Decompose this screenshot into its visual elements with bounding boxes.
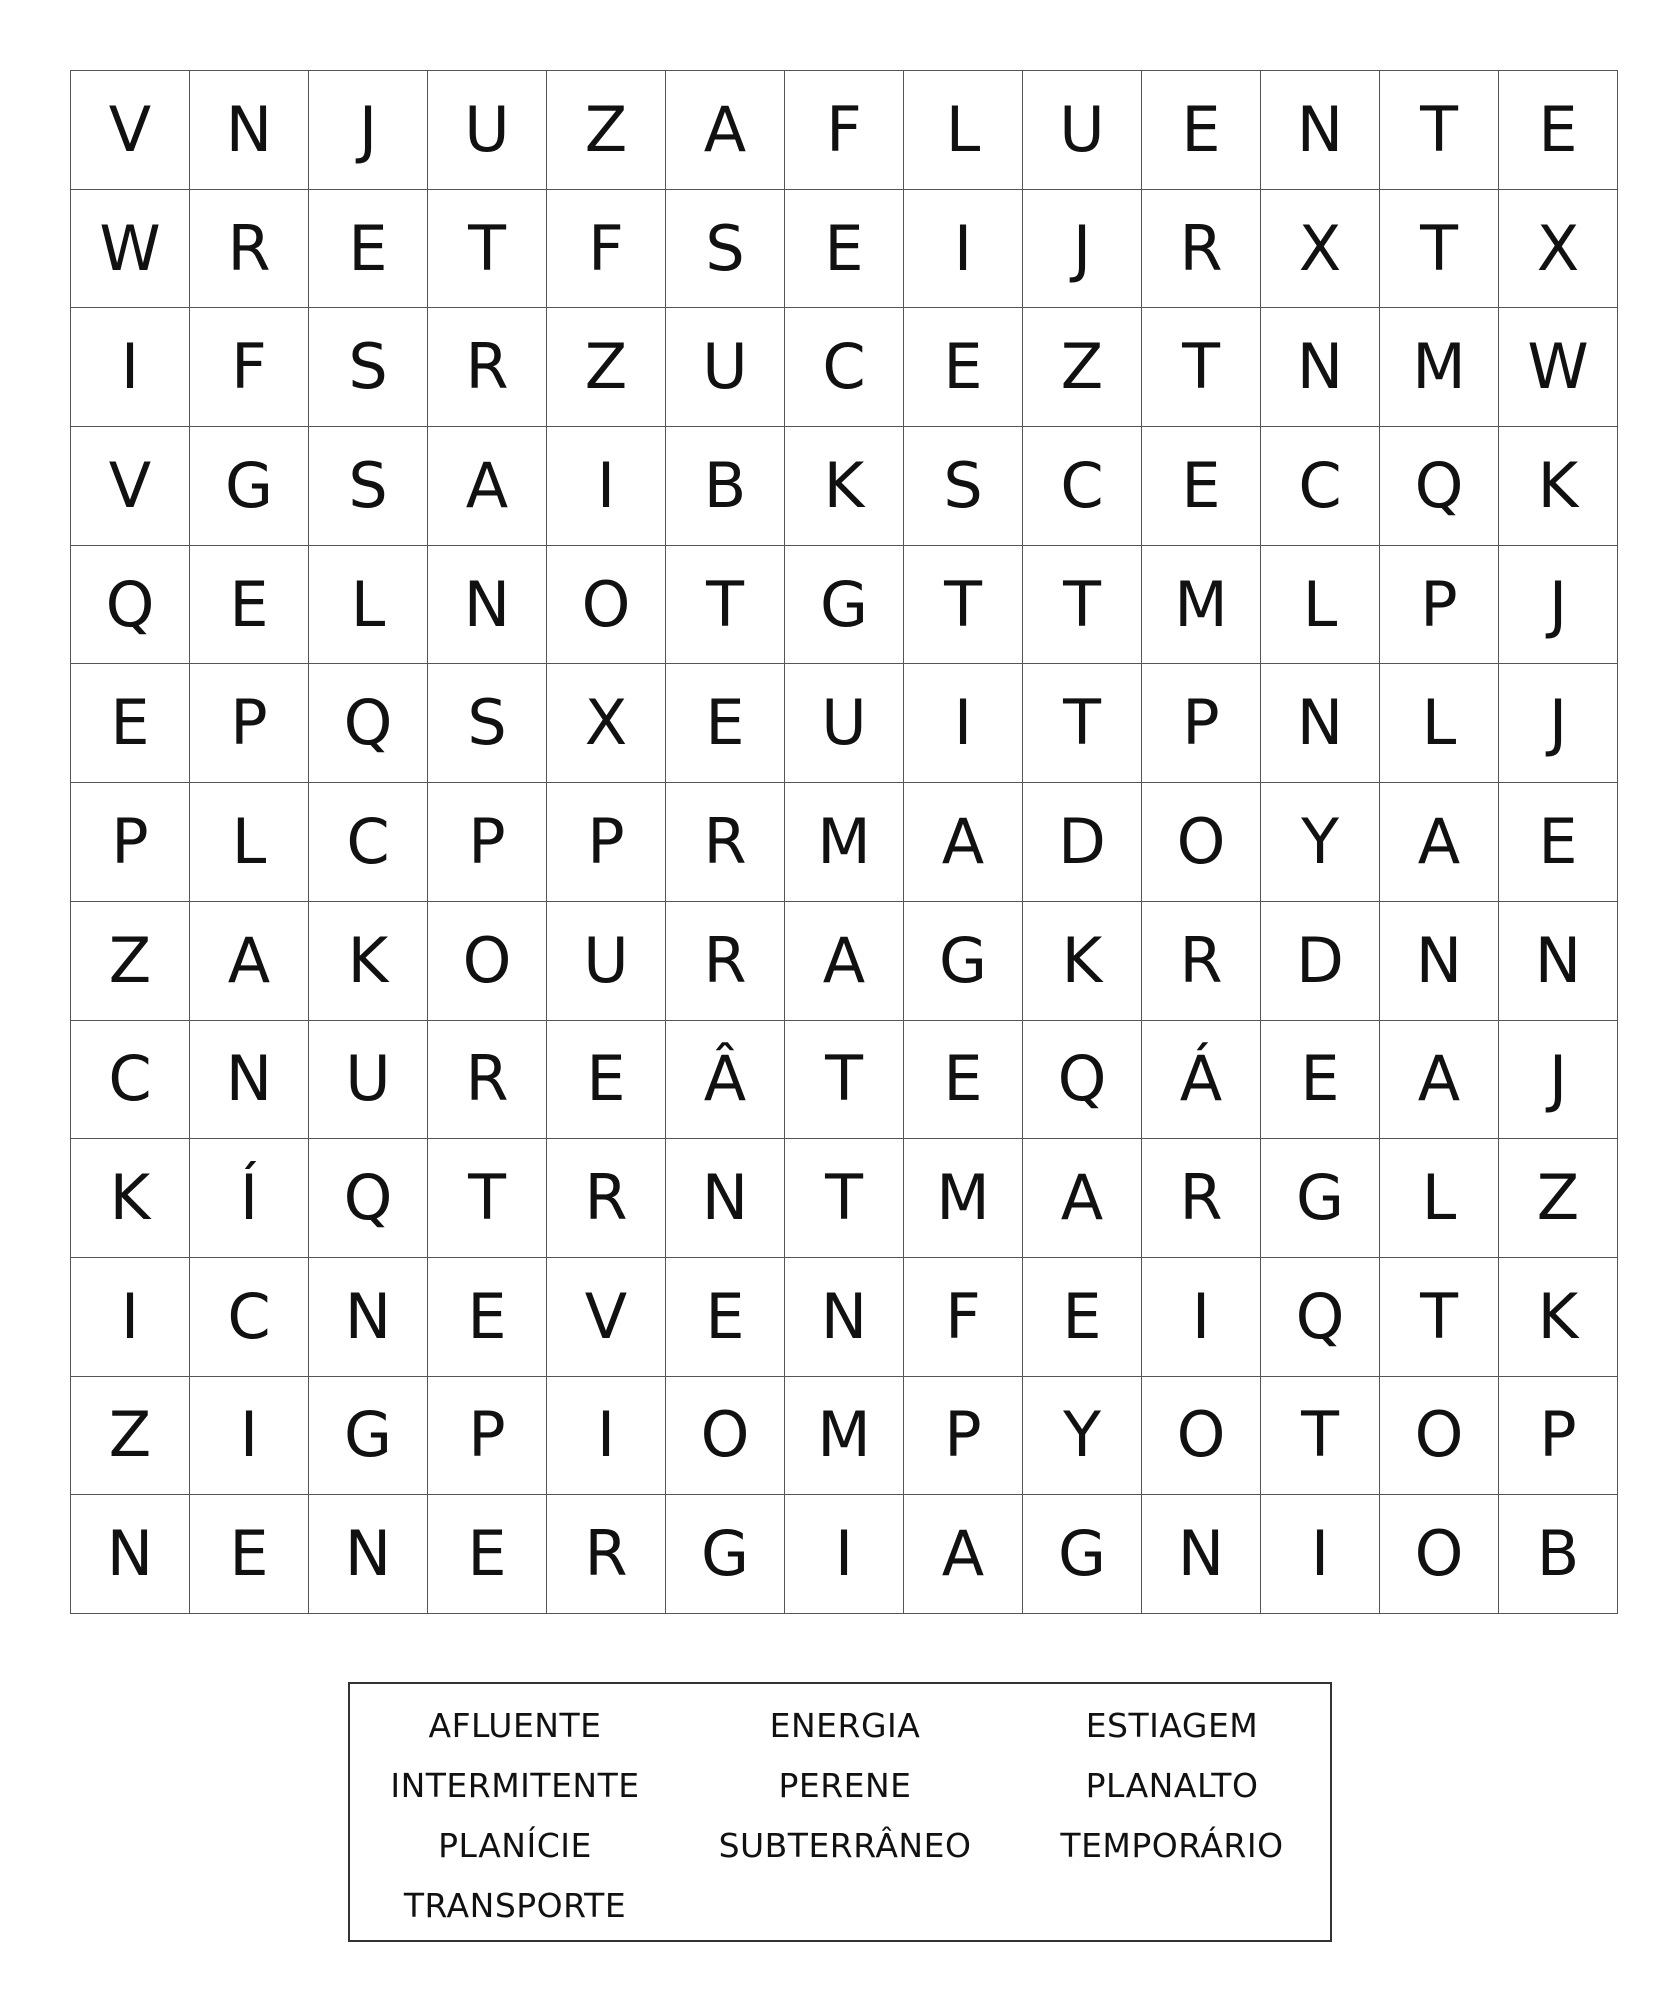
word-list <box>350 1696 1330 1936</box>
grid-cell[interactable]: A <box>666 71 785 190</box>
word-list-item: PERENE <box>778 1766 912 1805</box>
grid-cell[interactable]: L <box>309 545 428 664</box>
grid-cell[interactable]: E <box>428 1257 547 1376</box>
grid-cell[interactable]: Á <box>1142 1020 1261 1139</box>
grid-cell[interactable]: S <box>904 427 1023 546</box>
grid-cell[interactable]: M <box>785 783 904 902</box>
grid-cell[interactable]: W <box>71 189 190 308</box>
grid-cell[interactable]: E <box>785 189 904 308</box>
grid-cell[interactable]: L <box>1261 545 1380 664</box>
letter-grid <box>70 70 1618 1614</box>
grid-cell[interactable]: R <box>428 308 547 427</box>
grid-cell[interactable]: J <box>1499 664 1618 783</box>
grid-cell[interactable]: O <box>1142 1376 1261 1495</box>
grid-cell[interactable]: A <box>1380 1020 1499 1139</box>
grid-cell[interactable]: E <box>666 1257 785 1376</box>
grid-cell[interactable]: E <box>1499 71 1618 190</box>
grid-cell[interactable]: X <box>1261 189 1380 308</box>
grid-cell[interactable]: V <box>71 427 190 546</box>
grid-cell[interactable]: I <box>785 1495 904 1614</box>
grid-cell[interactable]: E <box>1142 427 1261 546</box>
grid-cell[interactable]: N <box>309 1495 428 1614</box>
word-list-item: INTERMITENTE <box>390 1766 640 1805</box>
grid-cell[interactable]: N <box>666 1139 785 1258</box>
grid-cell[interactable]: E <box>190 545 309 664</box>
grid-cell[interactable]: E <box>547 1020 666 1139</box>
grid-cell[interactable]: J <box>309 71 428 190</box>
grid-cell[interactable]: P <box>1499 1376 1618 1495</box>
grid-cell[interactable]: R <box>190 189 309 308</box>
grid-cell[interactable]: R <box>666 783 785 902</box>
grid-cell[interactable]: S <box>428 664 547 783</box>
grid-cell[interactable]: U <box>547 901 666 1020</box>
grid-row <box>71 308 1618 427</box>
grid-cell[interactable]: Z <box>71 1376 190 1495</box>
grid-cell[interactable]: Q <box>1023 1020 1142 1139</box>
grid-row <box>71 901 1618 1020</box>
grid-cell[interactable]: R <box>428 1020 547 1139</box>
grid-cell[interactable]: A <box>190 901 309 1020</box>
grid-cell[interactable]: I <box>904 664 1023 783</box>
grid-cell[interactable]: V <box>71 71 190 190</box>
grid-cell[interactable]: S <box>309 427 428 546</box>
grid-cell[interactable]: Z <box>547 71 666 190</box>
word-list-item: SUBTERRÂNEO <box>718 1826 972 1865</box>
grid-cell[interactable]: E <box>309 189 428 308</box>
grid-cell[interactable]: I <box>190 1376 309 1495</box>
grid-cell[interactable]: I <box>71 1257 190 1376</box>
grid-cell[interactable]: M <box>785 1376 904 1495</box>
grid-cell[interactable]: G <box>785 545 904 664</box>
word-list-item: PLANALTO <box>1085 1766 1259 1805</box>
grid-cell[interactable]: P <box>904 1376 1023 1495</box>
grid-cell[interactable]: D <box>1023 783 1142 902</box>
grid-cell[interactable]: Y <box>1261 783 1380 902</box>
grid-cell[interactable]: T <box>1380 1257 1499 1376</box>
word-list-item: ESTIAGEM <box>1085 1706 1259 1745</box>
grid-row <box>71 1376 1618 1495</box>
grid-row <box>71 783 1618 902</box>
grid-cell[interactable]: I <box>71 308 190 427</box>
grid-cell[interactable]: Í <box>190 1139 309 1258</box>
grid-cell[interactable]: N <box>1261 664 1380 783</box>
grid-row <box>71 1495 1618 1614</box>
grid-cell[interactable]: L <box>190 783 309 902</box>
grid-cell[interactable]: T <box>666 545 785 664</box>
grid-cell[interactable]: J <box>1499 545 1618 664</box>
grid-cell[interactable]: T <box>785 1139 904 1258</box>
grid-cell[interactable]: R <box>1142 1139 1261 1258</box>
word-list-box <box>348 1682 1332 1942</box>
grid-cell[interactable]: G <box>190 427 309 546</box>
grid-cell[interactable]: Z <box>71 901 190 1020</box>
grid-cell[interactable]: P <box>71 783 190 902</box>
word-list-item: AFLUENTE <box>428 1706 602 1745</box>
grid-row <box>71 71 1618 190</box>
grid-cell[interactable]: U <box>785 664 904 783</box>
grid-cell[interactable]: F <box>547 189 666 308</box>
grid-cell[interactable]: R <box>1142 901 1261 1020</box>
grid-cell[interactable]: N <box>1142 1495 1261 1614</box>
letter-grid-body <box>71 71 1618 1614</box>
grid-cell[interactable]: U <box>1023 71 1142 190</box>
grid-cell[interactable]: P <box>428 783 547 902</box>
grid-cell[interactable]: T <box>1261 1376 1380 1495</box>
grid-cell[interactable]: Q <box>309 664 428 783</box>
grid-cell[interactable]: Â <box>666 1020 785 1139</box>
grid-cell[interactable]: B <box>666 427 785 546</box>
grid-cell[interactable]: N <box>1261 308 1380 427</box>
grid-row <box>71 1020 1618 1139</box>
grid-cell[interactable]: E <box>190 1495 309 1614</box>
grid-cell[interactable]: T <box>1142 308 1261 427</box>
grid-cell[interactable]: A <box>428 427 547 546</box>
grid-cell[interactable]: I <box>1261 1495 1380 1614</box>
grid-cell[interactable]: N <box>71 1495 190 1614</box>
grid-cell[interactable]: N <box>1380 901 1499 1020</box>
grid-cell[interactable]: W <box>1499 308 1618 427</box>
grid-cell[interactable]: Q <box>309 1139 428 1258</box>
word-list-item: PLANÍCIE <box>438 1826 592 1865</box>
grid-cell[interactable]: T <box>1023 545 1142 664</box>
grid-cell[interactable]: M <box>1380 308 1499 427</box>
grid-cell[interactable]: O <box>1380 1495 1499 1614</box>
grid-cell[interactable]: S <box>666 189 785 308</box>
grid-cell[interactable]: E <box>1023 1257 1142 1376</box>
grid-row <box>71 1139 1618 1258</box>
grid-cell[interactable]: K <box>1499 427 1618 546</box>
grid-cell[interactable]: C <box>785 308 904 427</box>
grid-cell[interactable]: O <box>1142 783 1261 902</box>
grid-cell[interactable]: T <box>904 545 1023 664</box>
grid-cell[interactable]: J <box>1023 189 1142 308</box>
grid-cell[interactable]: K <box>1023 901 1142 1020</box>
grid-cell[interactable]: E <box>1499 783 1618 902</box>
grid-cell[interactable]: K <box>309 901 428 1020</box>
grid-cell[interactable]: J <box>1499 1020 1618 1139</box>
grid-cell[interactable]: E <box>1261 1020 1380 1139</box>
grid-cell[interactable]: G <box>904 901 1023 1020</box>
grid-cell[interactable]: G <box>1023 1495 1142 1614</box>
grid-cell[interactable]: T <box>785 1020 904 1139</box>
grid-cell[interactable]: G <box>666 1495 785 1614</box>
grid-cell[interactable]: U <box>666 308 785 427</box>
grid-cell[interactable]: D <box>1261 901 1380 1020</box>
grid-cell[interactable]: N <box>1499 901 1618 1020</box>
grid-cell[interactable]: L <box>1380 1139 1499 1258</box>
grid-cell[interactable]: N <box>309 1257 428 1376</box>
grid-row <box>71 664 1618 783</box>
grid-cell[interactable]: E <box>666 664 785 783</box>
grid-row <box>71 545 1618 664</box>
grid-cell[interactable]: A <box>1380 783 1499 902</box>
grid-cell[interactable]: C <box>71 1020 190 1139</box>
grid-cell[interactable]: O <box>666 1376 785 1495</box>
grid-cell[interactable]: K <box>1499 1257 1618 1376</box>
grid-cell[interactable]: T <box>428 1139 547 1258</box>
grid-cell[interactable]: R <box>1142 189 1261 308</box>
grid-cell[interactable]: T <box>1380 71 1499 190</box>
grid-cell[interactable]: C <box>190 1257 309 1376</box>
grid-cell[interactable]: C <box>1261 427 1380 546</box>
grid-cell[interactable]: P <box>1142 664 1261 783</box>
grid-cell[interactable]: N <box>785 1257 904 1376</box>
grid-cell[interactable]: O <box>1380 1376 1499 1495</box>
grid-cell[interactable]: X <box>547 664 666 783</box>
grid-cell[interactable]: I <box>547 427 666 546</box>
grid-cell[interactable]: P <box>1380 545 1499 664</box>
grid-row <box>71 427 1618 546</box>
grid-cell[interactable]: N <box>190 1020 309 1139</box>
grid-cell[interactable]: V <box>547 1257 666 1376</box>
grid-cell[interactable]: A <box>1023 1139 1142 1258</box>
word-list-item: TEMPORÁRIO <box>1060 1826 1284 1865</box>
grid-cell[interactable]: A <box>904 783 1023 902</box>
grid-cell[interactable]: Z <box>1499 1139 1618 1258</box>
grid-cell[interactable]: N <box>190 71 309 190</box>
grid-cell[interactable]: R <box>547 1495 666 1614</box>
grid-cell[interactable]: Z <box>1023 308 1142 427</box>
grid-cell[interactable]: R <box>666 901 785 1020</box>
grid-cell[interactable]: O <box>428 901 547 1020</box>
grid-cell[interactable]: Y <box>1023 1376 1142 1495</box>
grid-cell[interactable]: F <box>190 308 309 427</box>
grid-cell[interactable]: F <box>785 71 904 190</box>
grid-cell[interactable]: T <box>1380 189 1499 308</box>
grid-cell[interactable]: T <box>1023 664 1142 783</box>
grid-cell[interactable]: Z <box>547 308 666 427</box>
grid-cell[interactable]: Q <box>1261 1257 1380 1376</box>
word-list-item: ENERGIA <box>769 1706 921 1745</box>
grid-cell[interactable]: E <box>428 1495 547 1614</box>
grid-cell[interactable]: X <box>1499 189 1618 308</box>
grid-cell[interactable]: P <box>547 783 666 902</box>
grid-cell[interactable]: M <box>904 1139 1023 1258</box>
grid-cell[interactable]: A <box>904 1495 1023 1614</box>
grid-cell[interactable]: Q <box>71 545 190 664</box>
grid-cell[interactable]: T <box>428 189 547 308</box>
grid-cell[interactable]: G <box>309 1376 428 1495</box>
grid-cell[interactable]: E <box>904 308 1023 427</box>
grid-cell[interactable]: B <box>1499 1495 1618 1614</box>
grid-cell[interactable]: U <box>309 1020 428 1139</box>
grid-cell[interactable]: K <box>785 427 904 546</box>
grid-cell[interactable]: R <box>547 1139 666 1258</box>
grid-cell[interactable]: I <box>1142 1257 1261 1376</box>
grid-cell[interactable]: N <box>1261 71 1380 190</box>
grid-cell[interactable]: G <box>1261 1139 1380 1258</box>
grid-cell[interactable]: L <box>1380 664 1499 783</box>
grid-cell[interactable]: E <box>904 1020 1023 1139</box>
grid-cell[interactable]: A <box>785 901 904 1020</box>
grid-cell[interactable]: N <box>428 545 547 664</box>
grid-cell[interactable]: S <box>309 308 428 427</box>
grid-cell[interactable]: I <box>904 189 1023 308</box>
grid-cell[interactable]: F <box>904 1257 1023 1376</box>
grid-cell[interactable]: E <box>71 664 190 783</box>
grid-cell[interactable]: O <box>547 545 666 664</box>
grid-cell[interactable]: C <box>309 783 428 902</box>
grid-row <box>71 1257 1618 1376</box>
word-list-item: TRANSPORTE <box>403 1886 627 1925</box>
grid-cell[interactable]: I <box>547 1376 666 1495</box>
grid-cell[interactable]: C <box>1023 427 1142 546</box>
grid-cell[interactable]: E <box>1142 71 1261 190</box>
grid-cell[interactable]: Q <box>1380 427 1499 546</box>
grid-cell[interactable]: P <box>190 664 309 783</box>
grid-cell[interactable]: U <box>428 71 547 190</box>
grid-cell[interactable]: P <box>428 1376 547 1495</box>
grid-cell[interactable]: L <box>904 71 1023 190</box>
grid-cell[interactable]: M <box>1142 545 1261 664</box>
grid-row <box>71 189 1618 308</box>
grid-cell[interactable]: K <box>71 1139 190 1258</box>
